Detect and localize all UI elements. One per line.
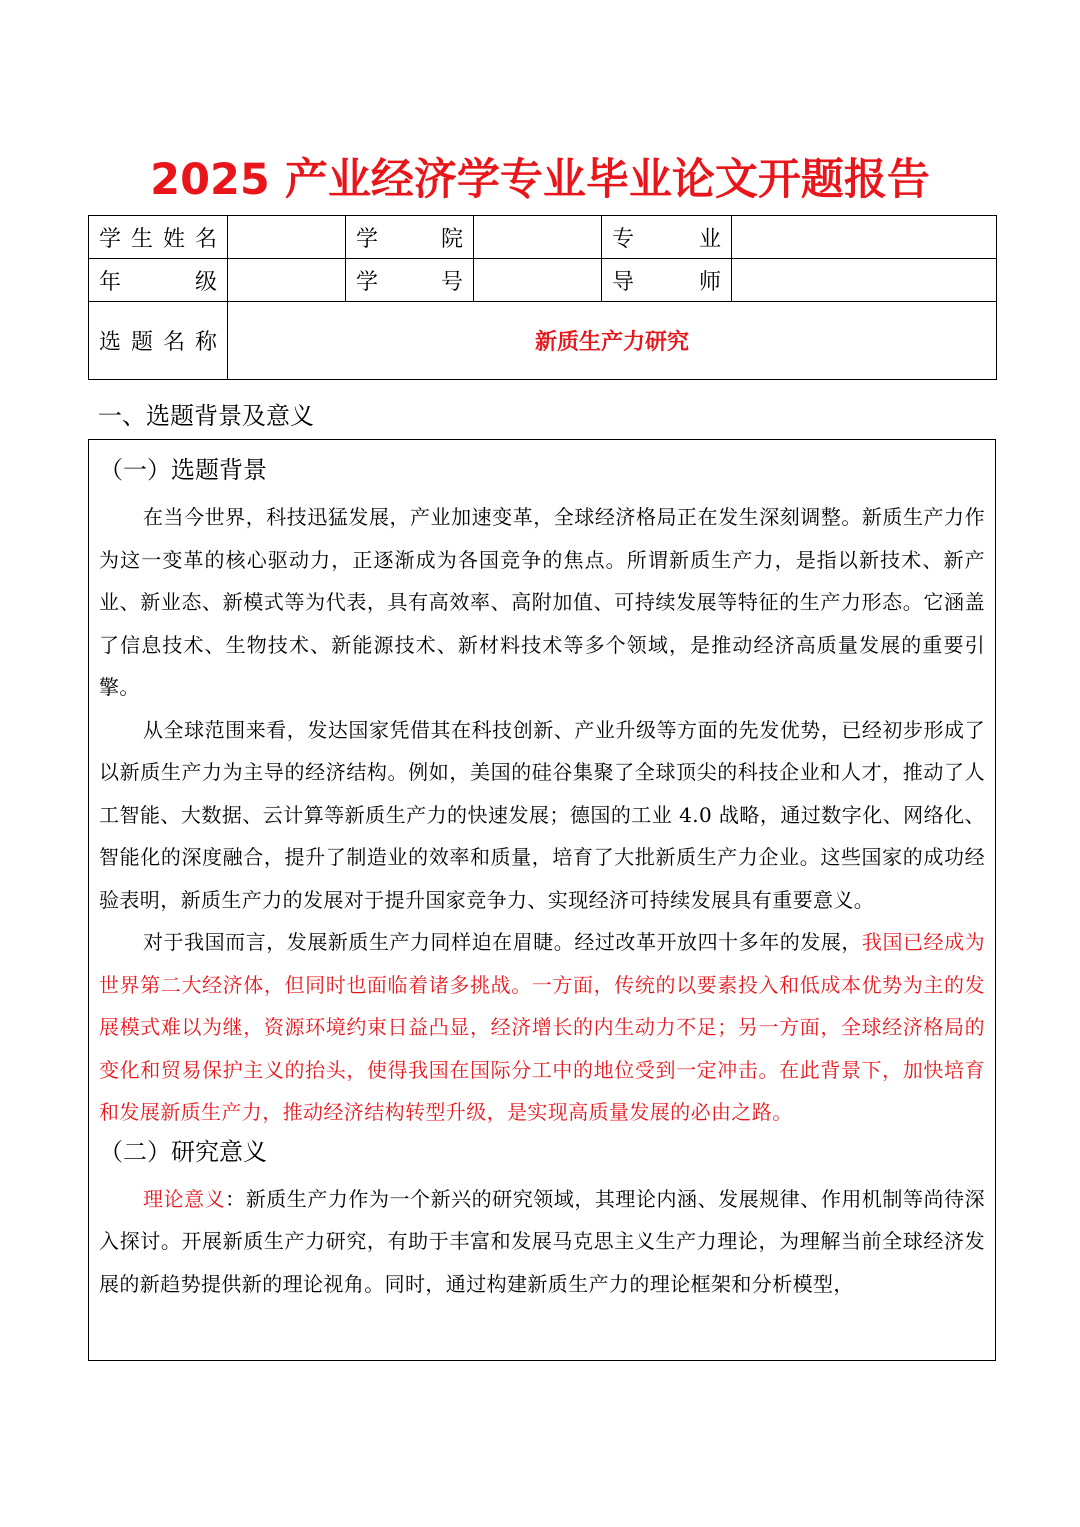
major-label: 专 业 xyxy=(602,216,732,259)
student-name-label: 学 生 姓 名 xyxy=(89,216,228,259)
theory-significance-text: ：新质生产力作为一个新兴的研究领域，其理论内涵、发展规律、作用机制等尚待深入探讨。开展新质生产力研究，有助于丰富和发展马克思主义生产力理论，为理解当前全球经济发展的新趋势提供新的理论视角。同时，通过构建新质生产力的理论框架和分析模型， xyxy=(99,1186,985,1296)
topic-value[interactable]: 新质生产力研究 xyxy=(228,302,997,380)
college-label: 学 院 xyxy=(346,216,474,259)
paragraph-2: 从全球范围来看，发达国家凭借其在科技创新、产业升级等方面的先发优势，已经初步形成了以新质生产力为主导的经济结构。例如，美国的硅谷集聚了全球顶尖的科技企业和人才，推动了人工智能、大数据、云计算等新质生产力的快速发展；德国的工业 4.0 战略，通过数字化、网络化、智能化的深度融合，提升了制造业的效率和质量，培育了大批新质生产力企业。这些国家的成功经验表明，新质生产力的发展对于提升国家竞争力、实现经济可持续发展具有重要意义。 xyxy=(99,717,985,912)
subheading-background: （一）选题背景 xyxy=(99,456,267,484)
paragraph-4 xyxy=(99,1178,985,1306)
advisor-value[interactable] xyxy=(732,259,997,302)
grade-label: 年 级 xyxy=(89,259,228,302)
theory-significance-label: 理论意义 xyxy=(143,1186,226,1211)
info-row-2 xyxy=(89,259,997,302)
section-heading-background: 一、选题背景及意义 xyxy=(98,402,314,430)
student-id-label: 学 号 xyxy=(346,259,474,302)
college-value[interactable] xyxy=(474,216,602,259)
info-row-3 xyxy=(89,302,997,380)
paragraph-3-highlight: 我国已经成为世界第二大经济体，但同时也面临着诸多挑战。一方面，传统的以要素投入和低成本优势为主的发展模式难以为继，资源环境约束日益凸显，经济增长的内生动力不足；另一方面，全球经济格局的变化和贸易保护主义的抬头，使得我国在国际分工中的地位受到一定冲击。在此背景下，加快培育和发展新质生产力，推动经济结构转型升级，是实现高质量发展的必由之路。 xyxy=(99,930,986,1124)
advisor-label: 导 师 xyxy=(602,259,732,302)
student-name-value[interactable] xyxy=(228,216,346,259)
paragraph-3 xyxy=(99,921,985,1134)
content-box xyxy=(88,439,996,1361)
subheading-significance: （二）研究意义 xyxy=(99,1137,267,1166)
page-title: 2025 产业经济学专业毕业论文开题报告 xyxy=(150,155,930,205)
info-row-1 xyxy=(89,216,997,259)
student-id-value[interactable] xyxy=(474,259,602,302)
grade-value[interactable] xyxy=(228,259,346,302)
info-table xyxy=(88,215,997,380)
topic-label: 选 题 名 称 xyxy=(89,302,228,380)
major-value[interactable] xyxy=(732,216,997,259)
paragraph-3-normal: 对于我国而言，发展新质生产力同样迫在眉睫。经过改革开放四十多年的发展， xyxy=(143,930,862,954)
paragraph-1: 在当今世界，科技迅猛发展，产业加速变革，全球经济格局正在发生深刻调整。新质生产力作为这一变革的核心驱动力，正逐渐成为各国竞争的焦点。所谓新质生产力，是指以新技术、新产业、新业态、新模式等为代表，具有高效率、高附加值、可持续发展等特征的生产力形态。它涵盖了信息技术、生物技术、新能源技术、新材料技术等多个领域，是推动经济高质量发展的重要引擎。 xyxy=(99,505,985,699)
